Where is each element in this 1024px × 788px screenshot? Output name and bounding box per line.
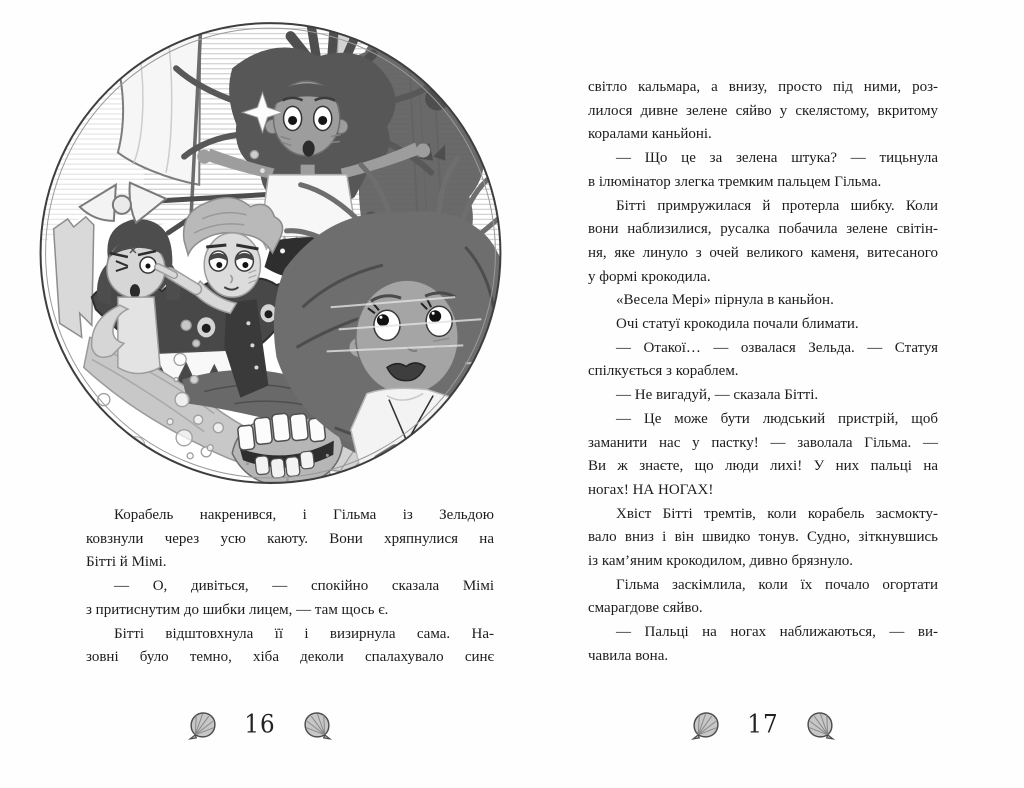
text-line: лилося дивне зелене сяйво у скелястому, вкритому bbox=[588, 102, 938, 119]
text-line: — Пальці на ногах наближаються, — ви- bbox=[616, 624, 938, 641]
paragraph bbox=[588, 621, 938, 668]
paragraph bbox=[588, 503, 938, 574]
paragraph bbox=[588, 384, 938, 408]
text-line: Ви ж знаєте, що люди лихі! У них пальці на bbox=[588, 458, 938, 475]
paragraph bbox=[588, 76, 938, 147]
text-line: Корабель накренився, і Гільма із Зельдою bbox=[114, 507, 494, 523]
text-line: чавила вона. bbox=[588, 647, 669, 664]
right-page-text bbox=[588, 76, 938, 669]
shell-icon bbox=[302, 711, 333, 740]
text-line: Гільма заскімлила, коли їх почало огортати bbox=[616, 576, 938, 593]
left-page-footer bbox=[60, 702, 460, 748]
text-line: смарагдове сяйво. bbox=[588, 600, 703, 617]
paragraph bbox=[588, 147, 938, 194]
text-line: спілкується з кораблем. bbox=[588, 363, 739, 380]
paragraph bbox=[588, 313, 938, 337]
text-line: — Отакої… — озвалася Зельда. — Статуя bbox=[616, 339, 938, 356]
paragraph bbox=[588, 289, 938, 313]
text-line: заманити нас у пастку! — заволала Гільма. — bbox=[588, 434, 938, 451]
paragraph bbox=[86, 623, 494, 670]
text-line: — Не вигадуй, — сказала Бітті. bbox=[616, 387, 819, 404]
text-line: Бітті відштовхнула її і визирнула сама. На- bbox=[114, 625, 494, 642]
paragraph bbox=[86, 575, 494, 622]
paragraph bbox=[588, 337, 938, 384]
page-number-left: 16 bbox=[244, 710, 276, 740]
left-page-text bbox=[86, 504, 494, 670]
text-line: — Що це за зелена штука? — тицьнула bbox=[616, 150, 938, 167]
shell-icon bbox=[187, 711, 218, 740]
right-page-footer bbox=[588, 702, 938, 748]
text-line: ня, яке линуло з очей великого каменя, витесаного bbox=[588, 244, 938, 261]
text-line: вало вниз і він швидко тонув. Судно, зіткнувшись bbox=[588, 529, 938, 546]
story-illustration bbox=[33, 6, 511, 498]
text-line: у формі крокодила. bbox=[588, 268, 711, 285]
text-line: ковзнули через усю каюту. Вони хряпнулися на bbox=[86, 530, 494, 547]
text-line: із кам’яним крокодилом, дивно брязнуло. bbox=[588, 553, 854, 570]
text-line: зовні було темно, хіба деколи спалахувало синє bbox=[86, 649, 494, 666]
text-line: в ілюмінатор злегка тремким пальцем Гільма. bbox=[588, 173, 882, 190]
text-line: — Це може бути людський пристрій, щоб bbox=[616, 410, 938, 427]
text-line: — О, дивіться, — спокійно сказала Мімі bbox=[114, 578, 494, 595]
text-line: Бітті примружилася й протерла шибку. Коли bbox=[616, 197, 938, 214]
text-line: світло кальмара, а внизу, просто під ними, роз- bbox=[588, 79, 938, 95]
text-line: Бітті й Мімі. bbox=[86, 554, 167, 571]
shell-icon bbox=[690, 711, 721, 740]
text-line: коралами каньйоні. bbox=[588, 126, 712, 143]
story-illustration-svg bbox=[33, 6, 511, 498]
text-line: вони наблизилися, русалка побачила зелене світін- bbox=[588, 221, 938, 238]
paragraph bbox=[86, 504, 494, 575]
text-line: «Весела Мері» пірнула в каньйон. bbox=[616, 292, 834, 309]
paragraph bbox=[588, 574, 938, 621]
page-number-right: 17 bbox=[747, 710, 779, 740]
text-line: ногах! НА НОГАХ! bbox=[588, 481, 714, 498]
text-line: з притиснутим до шибки лицем, — там щось є. bbox=[86, 601, 389, 618]
paragraph bbox=[588, 195, 938, 290]
text-line: Хвіст Бітті тремтів, коли корабель засмокту- bbox=[616, 505, 938, 522]
shell-icon bbox=[805, 711, 836, 740]
paragraph bbox=[588, 408, 938, 503]
text-line: Очі статуї крокодила почали блимати. bbox=[616, 316, 859, 333]
